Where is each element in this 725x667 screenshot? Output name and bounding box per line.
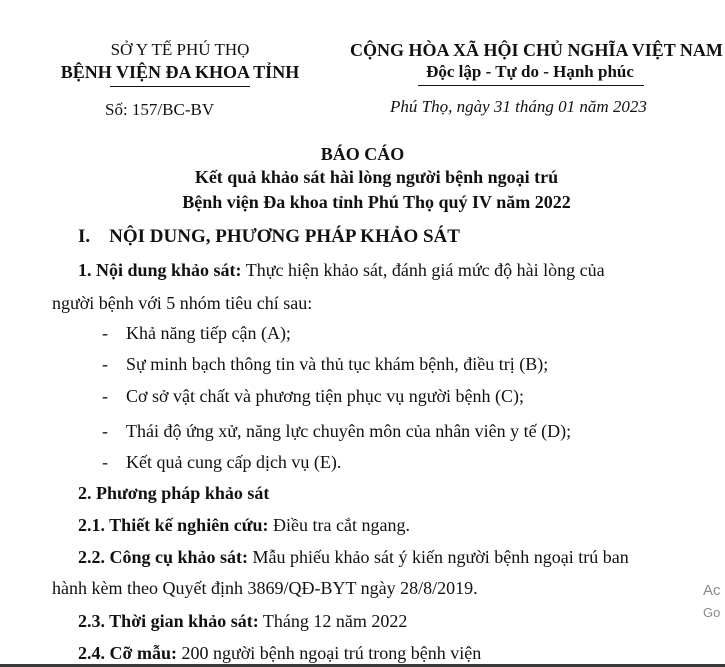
- report-subtitle-2: Bệnh viện Đa khoa tỉnh Phú Thọ quý IV năm 2022: [182, 192, 571, 212]
- item-2-1-label: 2.1. Thiết kế nghiên cứu:: [78, 515, 269, 535]
- item-1-line-2: người bệnh với 5 nhóm tiêu chí sau:: [52, 293, 313, 313]
- bullet-dash: -: [102, 452, 108, 472]
- section-heading: I. NỘI DUNG, PHƯƠNG PHÁP KHẢO SÁT: [78, 226, 460, 247]
- list-item: [102, 323, 291, 344]
- list-item-text: Cơ sở vật chất và phương tiện phục vụ người bệnh (C);: [126, 386, 525, 406]
- list-item: [102, 421, 571, 442]
- item-2-1-text: Điều tra cắt ngang.: [268, 515, 410, 535]
- national-motto: Độc lập - Tự do - Hạnh phúc: [426, 62, 634, 81]
- list-item-text: Sự minh bạch thông tin và thủ tục khám bệnh, điều trị (B);: [126, 354, 549, 374]
- list-item-text: Thái độ ứng xử, năng lực chuyên môn của nhân viên y tế (D);: [126, 421, 572, 441]
- item-2-3: [78, 611, 407, 632]
- watermark-line-2: Go: [703, 605, 721, 620]
- report-subtitle-1: Kết quả khảo sát hài lòng người bệnh ngoại trú: [194, 167, 559, 187]
- item-1-label: 1. Nội dung khảo sát:: [78, 260, 242, 280]
- bullet-dash: -: [102, 354, 108, 374]
- item-2-2-text: Mẫu phiếu khảo sát ý kiến người bệnh ngoại trú ban: [248, 547, 629, 567]
- bullet-dash: -: [102, 386, 108, 406]
- list-item: [102, 354, 548, 375]
- item-1-text: Thực hiện khảo sát, đánh giá mức độ hài lòng của: [241, 260, 605, 280]
- item-2-heading: 2. Phương pháp khảo sát: [78, 483, 270, 503]
- list-item-text: Khả năng tiếp cận (A);: [126, 323, 291, 343]
- item-2-1: [78, 515, 410, 536]
- item-2-4-text: 200 người bệnh ngoại trú trong bệnh viện: [176, 643, 482, 663]
- bullet-dash: -: [102, 323, 108, 343]
- place-date: Phú Thọ, ngày 31 tháng 01 năm 2023: [390, 97, 647, 116]
- list-item: [102, 386, 524, 407]
- item-2-3-text: Tháng 12 năm 2022: [258, 611, 408, 631]
- list-item: [102, 452, 341, 473]
- document-number: Số: 157/BC-BV: [105, 100, 215, 119]
- item-2-4-label: 2.4. Cỡ mẫu:: [78, 643, 177, 663]
- bullet-dash: -: [102, 421, 108, 441]
- item-1-line-1: [78, 260, 605, 281]
- watermark-line-1: Ac: [703, 582, 721, 599]
- country-name: CỘNG HÒA XÃ HỘI CHỦ NGHĨA VIỆT NAM: [350, 40, 723, 60]
- item-2-2-line-2: hành kèm theo Quyết định 3869/QĐ-BYT ngày 28/8/2019.: [52, 578, 478, 598]
- item-2-2-label: 2.2. Công cụ khảo sát:: [78, 547, 249, 567]
- hospital-name: BỆNH VIỆN ĐA KHOA TỈNH: [60, 62, 300, 82]
- item-2-3-label: 2.3. Thời gian khảo sát:: [78, 611, 259, 631]
- list-item-text: Kết quả cung cấp dịch vụ (E).: [126, 452, 342, 472]
- item-2-4: [78, 643, 481, 664]
- org-name: SỞ Y TẾ PHÚ THỌ: [110, 40, 250, 59]
- hospital-underline: [110, 86, 250, 87]
- motto-underline: [418, 85, 644, 86]
- report-title: BÁO CÁO: [320, 144, 405, 164]
- item-2-2-line-1: [78, 547, 629, 568]
